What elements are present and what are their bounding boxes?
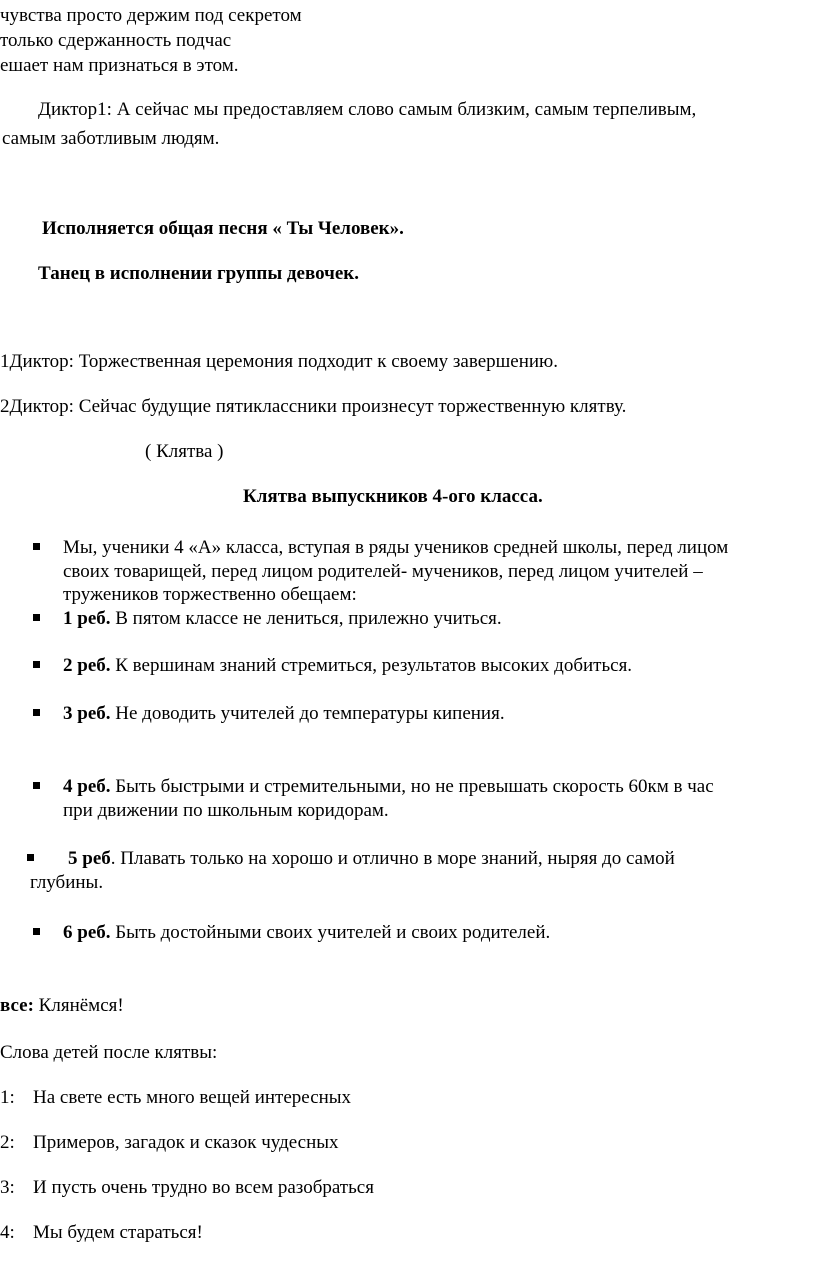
ceremony-line-2: 2Диктор: Сейчас будущие пятиклассники произнесут торжественную клятву. [0,396,627,417]
oath-item-text: . Плавать только на хорошо и отлично в море знаний, ныряя до самой [110,848,675,869]
bullet-icon [33,614,40,621]
intro-line-3: ешает нам признаться в этом. [0,55,239,76]
bullet-icon [33,543,40,550]
children-line-text: На свете есть много вещей интересных [33,1087,352,1108]
children-line-text: Мы будем стараться! [33,1222,203,1243]
oath-item-text: К вершинам знаний стремиться, результатов высоких добиться. [110,655,633,676]
ceremony-line-1: 1Диктор: Торжественная церемония подходит к своему завершению. [0,351,558,372]
bullet-icon [33,661,40,668]
oath-item-text: Не доводить учителей до температуры кипения. [110,703,505,724]
announcer1-line-1: Диктор1: А сейчас мы предоставляем слово самым близким, самым терпеливым, [38,99,697,120]
oath-intro-line-1: Мы, ученики 4 «А» класса, вступая в ряды учеников средней школы, перед лицом [63,537,729,558]
children-line-num: 1: [0,1087,15,1108]
oath-item-3 [63,703,505,725]
children-heading: Слова детей после клятвы: [0,1042,218,1063]
oath-item-1 [63,608,502,630]
announcer1-line-2: самым заботливым людям. [2,128,220,149]
bullet-icon [33,928,40,935]
oath-item-5 [68,848,675,870]
all-text: Клянёмся! [33,995,124,1016]
oath-item-speaker: 4 реб. [63,776,111,797]
bullet-icon [27,854,34,861]
oath-item-4-cont: при движении по школьным коридорам. [63,800,389,821]
intro-line-2: только сдержанность подчас [0,30,232,51]
oath-title: Клятва выпускников 4-ого класса. [243,486,543,507]
children-line-text: Примеров, загадок и сказок чудесных [33,1132,339,1153]
children-line-num: 4: [0,1222,15,1243]
song-announcement: Исполняется общая песня « Ты Человек». [42,218,404,239]
children-line-num: 2: [0,1132,15,1153]
oath-item-text: В пятом классе не лениться, прилежно учиться. [110,608,502,629]
all-response [0,995,124,1017]
oath-item-2 [63,655,632,677]
oath-item-text: Быть быстрыми и стремительными, но не превышать скорость 60км в час [110,776,714,797]
intro-line-1: чувства просто держим под секретом [0,5,302,26]
oath-item-speaker: 6 реб. [63,922,111,943]
oath-item-speaker: 3 реб. [63,703,111,724]
oath-item-4 [63,776,714,798]
oath-label: ( Клятва ) [145,441,224,462]
oath-intro-line-3: тружеников торжественно обещаем: [63,584,357,605]
oath-intro-line-2: своих товарищей, перед лицом родителей- мучеников, перед лицом учителей – [63,561,703,582]
bullet-icon [33,709,40,716]
bullet-icon [33,782,40,789]
oath-item-speaker: 2 реб. [63,655,111,676]
oath-item-6 [63,922,550,944]
children-line-num: 3: [0,1177,15,1198]
oath-item-speaker: 5 реб [68,848,111,869]
oath-item-text: Быть достойными своих учителей и своих родителей. [110,922,551,943]
dance-announcement: Танец в исполнении группы девочек. [38,263,359,284]
oath-item-5-cont: глубины. [30,872,104,893]
oath-item-speaker: 1 реб. [63,608,111,629]
children-line-text: И пусть очень трудно во всем разобраться [33,1177,374,1198]
all-speaker: все: [0,995,34,1016]
